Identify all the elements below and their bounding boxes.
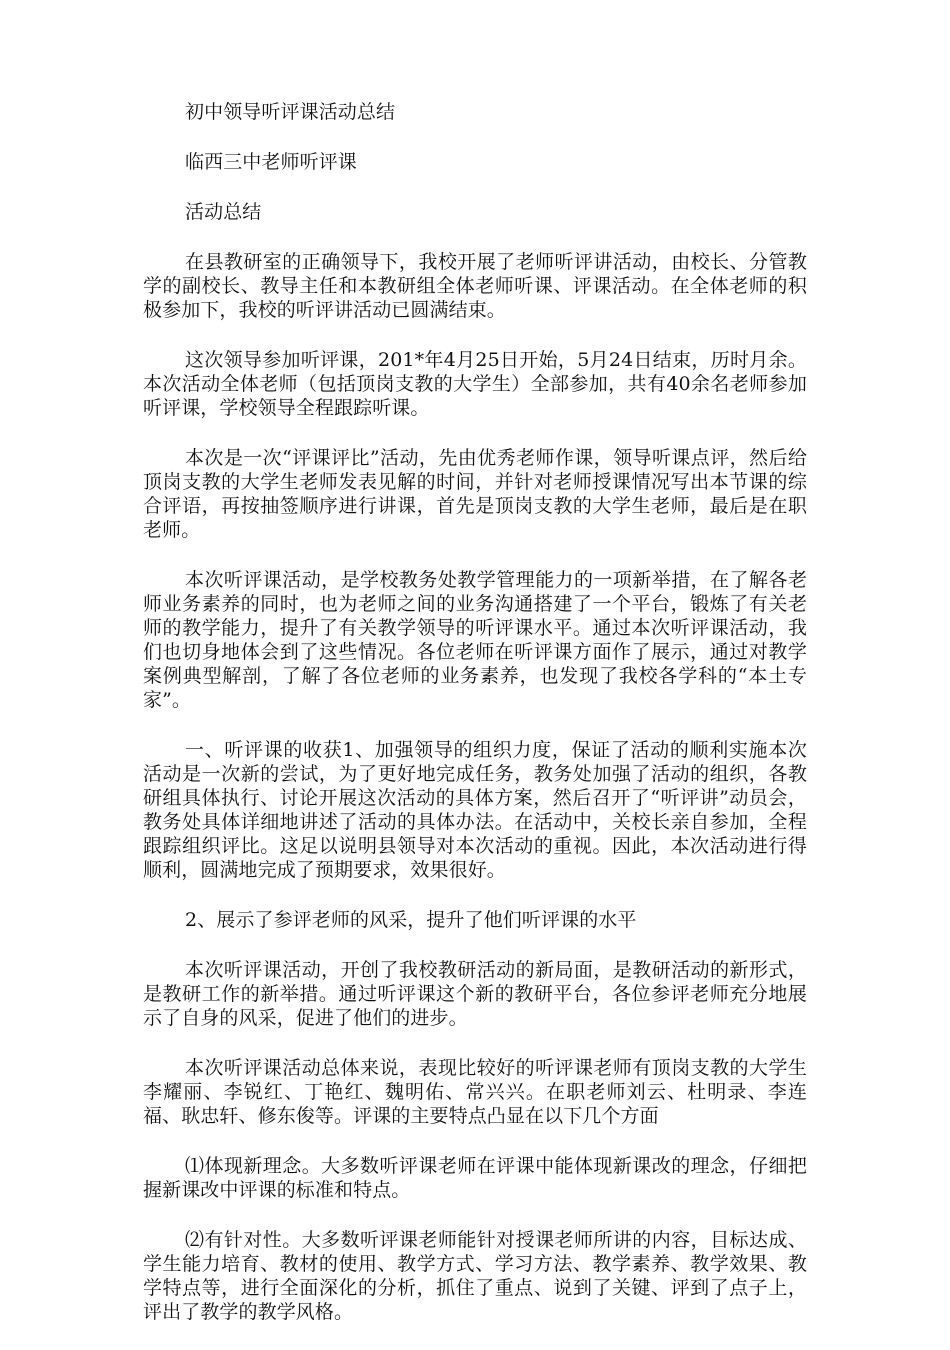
document-title-line-3: 活动总结 <box>185 201 262 223</box>
paragraph-harvest-1: 一、听评课的收获1、加强领导的组织力度，保证了活动的顺利实施本次活动是一次新的尝试，为了更好地完成任务，教务处加强了活动的组织，各教研组具体执行、讨论开展这次活动的具体方案，然后召开了“听评讲”动员会，教务处具体详细地讲述了活动的具体办法。在活动中，关校长亲自参加，全程跟踪组织评比。这足以说明县领导对本次活动的重视。因此，本次活动进行得顺利，圆满地完成了预期要求，效果很好。 <box>143 739 807 881</box>
paragraph-point-new-concept: ⑴体现新理念。大多数听评课老师在评课中能体现新课改的理念，仔细把握新课改中评课的标准和特点。 <box>143 1155 807 1201</box>
paragraph-intro: 在县教研室的正确领导下，我校开展了老师听评讲活动，由校长、分管教学的副校长、教导主任和本教研组全体老师听课、评课活动。在全体老师的积极参加下，我校的听评讲活动已圆满结束。 <box>143 251 807 321</box>
document-title-line-1: 初中领导听评课活动总结 <box>185 101 396 123</box>
document-page <box>143 100 807 1350</box>
document-title-line-2: 临西三中老师听评课 <box>185 151 357 173</box>
paragraph-outstanding-teachers: 本次听评课活动总体来说，表现比较好的听评课老师有顶岗支教的大学生李耀丽、李锐红、丁艳红、魏明佑、常兴兴。在职老师刘云、杜明录、李连福、耿忠轩、修东俊等。评课的主要特点凸显在以下几个方面 <box>143 1057 807 1127</box>
paragraph-new-situation: 本次听评课活动，开创了我校教研活动的新局面，是教研活动的新形式，是教研工作的新举措。通过听评课这个新的教研平台，各位参评老师充分地展示了自身的风采，促进了他们的进步。 <box>143 959 807 1029</box>
paragraph-activity-format: 本次是一次“评课评比”活动，先由优秀老师作课，领导听课点评，然后给顶岗支教的大学生老师发表见解的时间，并针对老师授课情况写出本节课的综合评语，再按抽签顺序进行讲课，首先是顶岗支教的大学生老师，最后是在职老师。 <box>143 447 807 541</box>
paragraph-schedule: 这次领导参加听评课，201*年4月25日开始，5月24日结束，历时月余。本次活动全体老师（包括顶岗支教的大学生）全部参加，共有40余名老师参加听评课，学校领导全程跟踪听课。 <box>143 349 807 419</box>
paragraph-point-targeted: ⑵有针对性。大多数听评课老师能针对授课老师所讲的内容，目标达成、学生能力培育、教材的使用、教学方式、学习方法、教学素养、教学效果、教学特点等，进行全面深化的分析，抓住了重点、说到了关键、评到了点子上，评出了教学的教学风格。 <box>143 1229 807 1323</box>
paragraph-significance: 本次听评课活动，是学校教务处教学管理能力的一项新举措，在了解各老师业务素养的同时，也为老师之间的业务沟通搭建了一个平台，锻炼了有关老师的教学能力，提升了有关教学领导的听评课水平。通过本次听评课活动，我们也切身地体会到了这些情况。各位老师在听评课方面作了展示，通过对教学案例典型解剖，了解了各位老师的业务素养，也发现了我校各学科的“本土专家”。 <box>143 569 807 711</box>
paragraph-harvest-2-heading: 2、展示了参评老师的风采，提升了他们听评课的水平 <box>185 909 637 931</box>
